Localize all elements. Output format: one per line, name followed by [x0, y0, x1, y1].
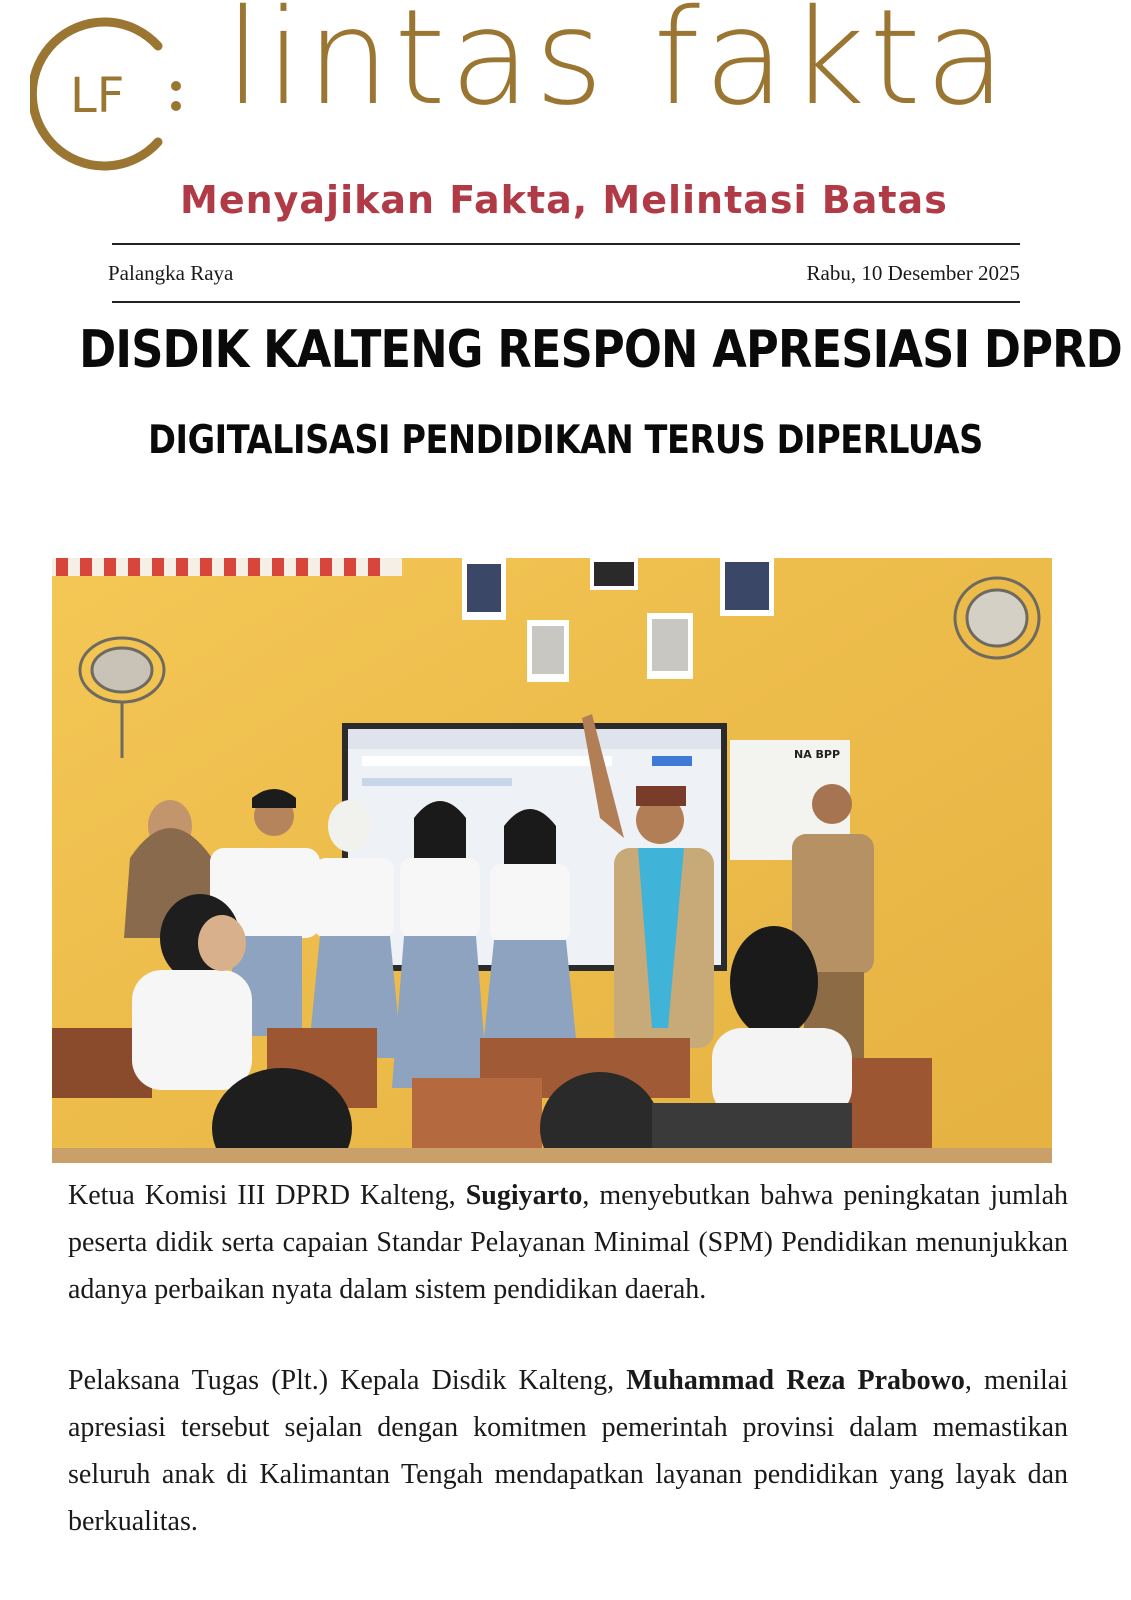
person-name: Muhammad Reza Prabowo	[626, 1365, 965, 1396]
brand-name: lintas fakta	[225, 0, 1010, 135]
subheadline: DIGITALISASI PENDIDIKAN TERUS DIPERLUAS	[148, 418, 983, 463]
logo-letters: LF	[70, 68, 125, 124]
article-paragraph: Ketua Komisi III DPRD Kalteng, Sugiyarto, menyebutkan bahwa peningkatan jumlah peserta didik serta capaian Standar Pelayanan Minimal (SPM) Pendidikan menunjukkan adanya perbaikan nyata dalam sistem pendidikan daerah.	[68, 1180, 1068, 1305]
dateline	[108, 243, 1020, 303]
lintas-fakta-logo-icon	[30, 14, 190, 174]
dateline-date: Rabu, 10 Desember 2025	[806, 261, 1020, 285]
dateline-location: Palangka Raya	[108, 261, 234, 285]
wall-fan-right	[955, 578, 1039, 658]
article-body	[68, 1172, 1068, 1589]
tagline: Menyajikan Fakta, Melintasi Batas	[180, 178, 948, 222]
article-paragraph: Pelaksana Tugas (Plt.) Kepala Disdik Kalteng, Muhammad Reza Prabowo, menilai apresiasi tersebut sejalan dengan komitmen pemerintah provinsi dalam memastikan seluruh anak di Kalimantan Tengah mendapatkan layanan pendidikan yang layak dan berkualitas.	[68, 1365, 1068, 1537]
board-sign: NA BPP	[794, 748, 841, 761]
headline: DISDIK KALTENG RESPON APRESIASI DPRD	[79, 320, 1122, 380]
article-photo	[52, 558, 1052, 1163]
masthead	[0, 0, 1131, 235]
person-name: Sugiyarto	[465, 1180, 583, 1211]
